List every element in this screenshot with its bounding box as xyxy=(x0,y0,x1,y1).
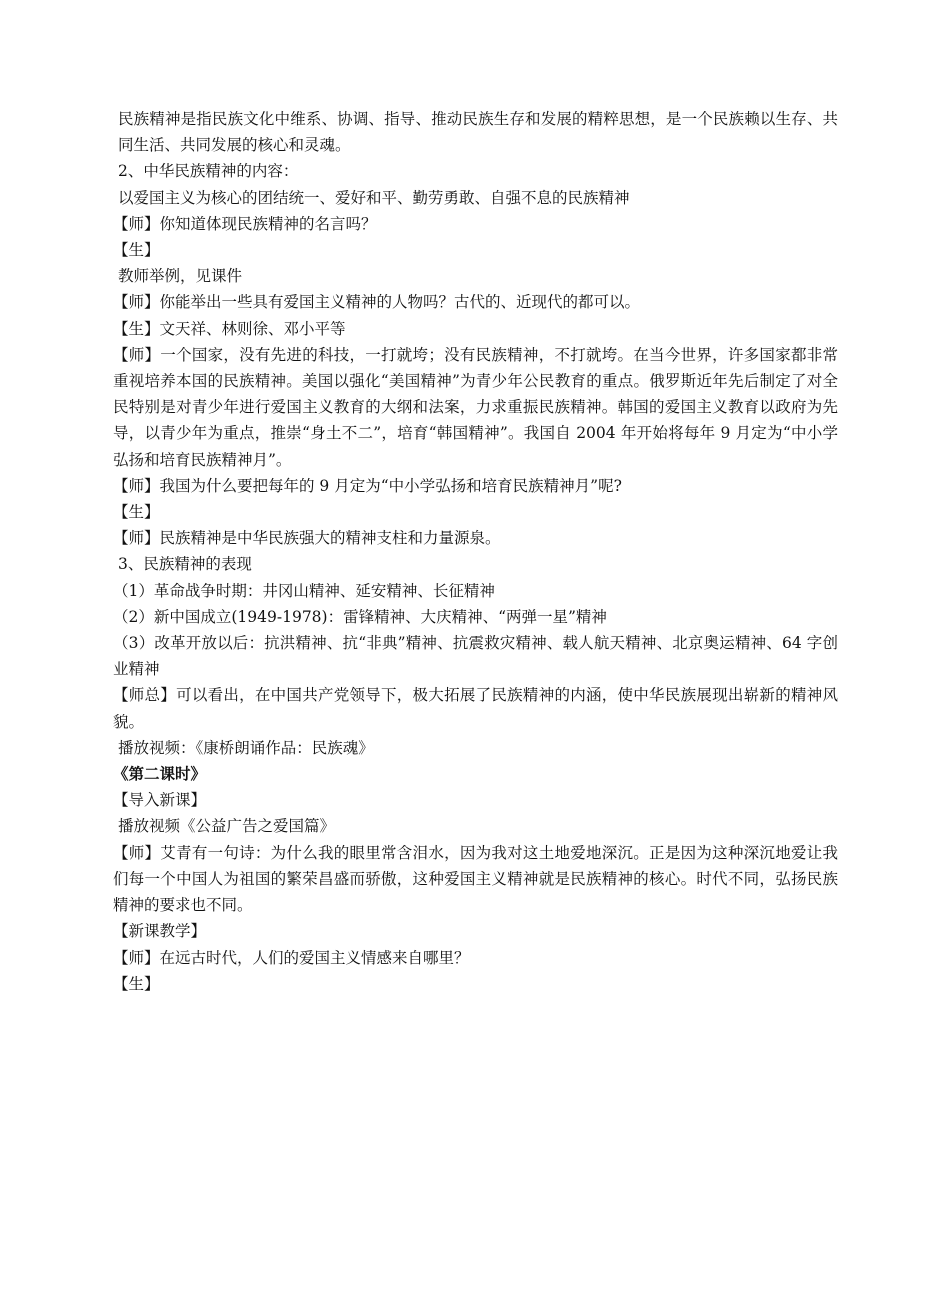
section-label: 【导入新课】 xyxy=(113,791,207,810)
paragraph-content: 以爱国主义为核心的团结统一、爱好和平、勤劳勇敢、自强不息的民族精神 xyxy=(118,188,630,207)
teacher-line: 【师】民族精神是中华民族强大的精神支柱和力量源泉。 xyxy=(113,529,501,548)
paragraph-example: 教师举例，见课件 xyxy=(118,267,243,286)
section-heading-3: 3、民族精神的表现 xyxy=(118,555,252,574)
teacher-line: 【师】在远古时代，人们的爱国主义情感来自哪里？ xyxy=(113,948,470,967)
list-item: （2）新中国成立(1949-1978)：雷锋精神、大庆精神、“两弹一星”精神 xyxy=(113,607,607,626)
teacher-line: 【师】艾青有一句诗：为什么我的眼里常含泪水，因为我对这土地爱地深沉。正是因为这种深沉地爱让我们每一个中国人为祖国的繁荣昌盛而骄傲，这种爱国主义精神就是民族精神的核心。时代不同，弘扬民族精神的要求也不同。 xyxy=(113,843,838,915)
document-page xyxy=(113,106,838,997)
list-item: （1）革命战争时期：井冈山精神、延安精神、长征精神 xyxy=(113,581,495,600)
lesson-heading: 《第二课时》 xyxy=(113,764,207,784)
teacher-line: 【师】你知道体现民族精神的名言吗？ xyxy=(113,214,377,233)
section-heading-2: 2、中华民族精神的内容： xyxy=(118,162,299,181)
teacher-line: 【师】一个国家，没有先进的科技，一打就垮；没有民族精神，不打就垮。在当今世界，许多国家都非常重视培养本国的民族精神。美国以强化“美国精神”为青少年公民教育的重点。俄罗斯近年先后制定了对全民特别是对青少年进行爱国主义教育的大纲和法案，力求重振民族精神。韩国的爱国主义教育以政府为先导，以青少年为重点，推崇“身土不二”，培育“韩国精神”。我国自 2004 年开始将每年 9 月定为“中小学弘扬和培育民族精神月”。 xyxy=(113,345,838,469)
teacher-summary-line: 【师总】可以看出，在中国共产党领导下，极大拓展了民族精神的内涵，使中华民族展现出崭新的精神风貌。 xyxy=(113,686,838,731)
paragraph-definition: 民族精神是指民族文化中维系、协调、指导、推动民族生存和发展的精粹思想，是一个民族赖以生存、共同生活、共同发展的核心和灵魂。 xyxy=(118,110,838,155)
video-line: 播放视频《公益广告之爱国篇》 xyxy=(118,817,336,836)
list-item: （3）改革开放以后：抗洪精神、抗“非典”精神、抗震救灾精神、载人航天精神、北京奥运精神、64 字创业精神 xyxy=(113,634,838,679)
section-label: 【新课教学】 xyxy=(113,922,207,941)
teacher-line: 【师】我国为什么要把每年的 9 月定为“中小学弘扬和培育民族精神月”呢? xyxy=(113,476,622,495)
student-line: 【生】 xyxy=(113,241,160,260)
student-line: 【生】文天祥、林则徐、邓小平等 xyxy=(113,319,346,338)
teacher-line: 【师】你能举出一些具有爱国主义精神的人物吗？古代的、近现代的都可以。 xyxy=(113,293,641,312)
student-line: 【生】 xyxy=(113,503,160,522)
video-line: 播放视频：《康桥朗诵作品：民族魂》 xyxy=(118,738,374,757)
student-line: 【生】 xyxy=(113,974,160,993)
